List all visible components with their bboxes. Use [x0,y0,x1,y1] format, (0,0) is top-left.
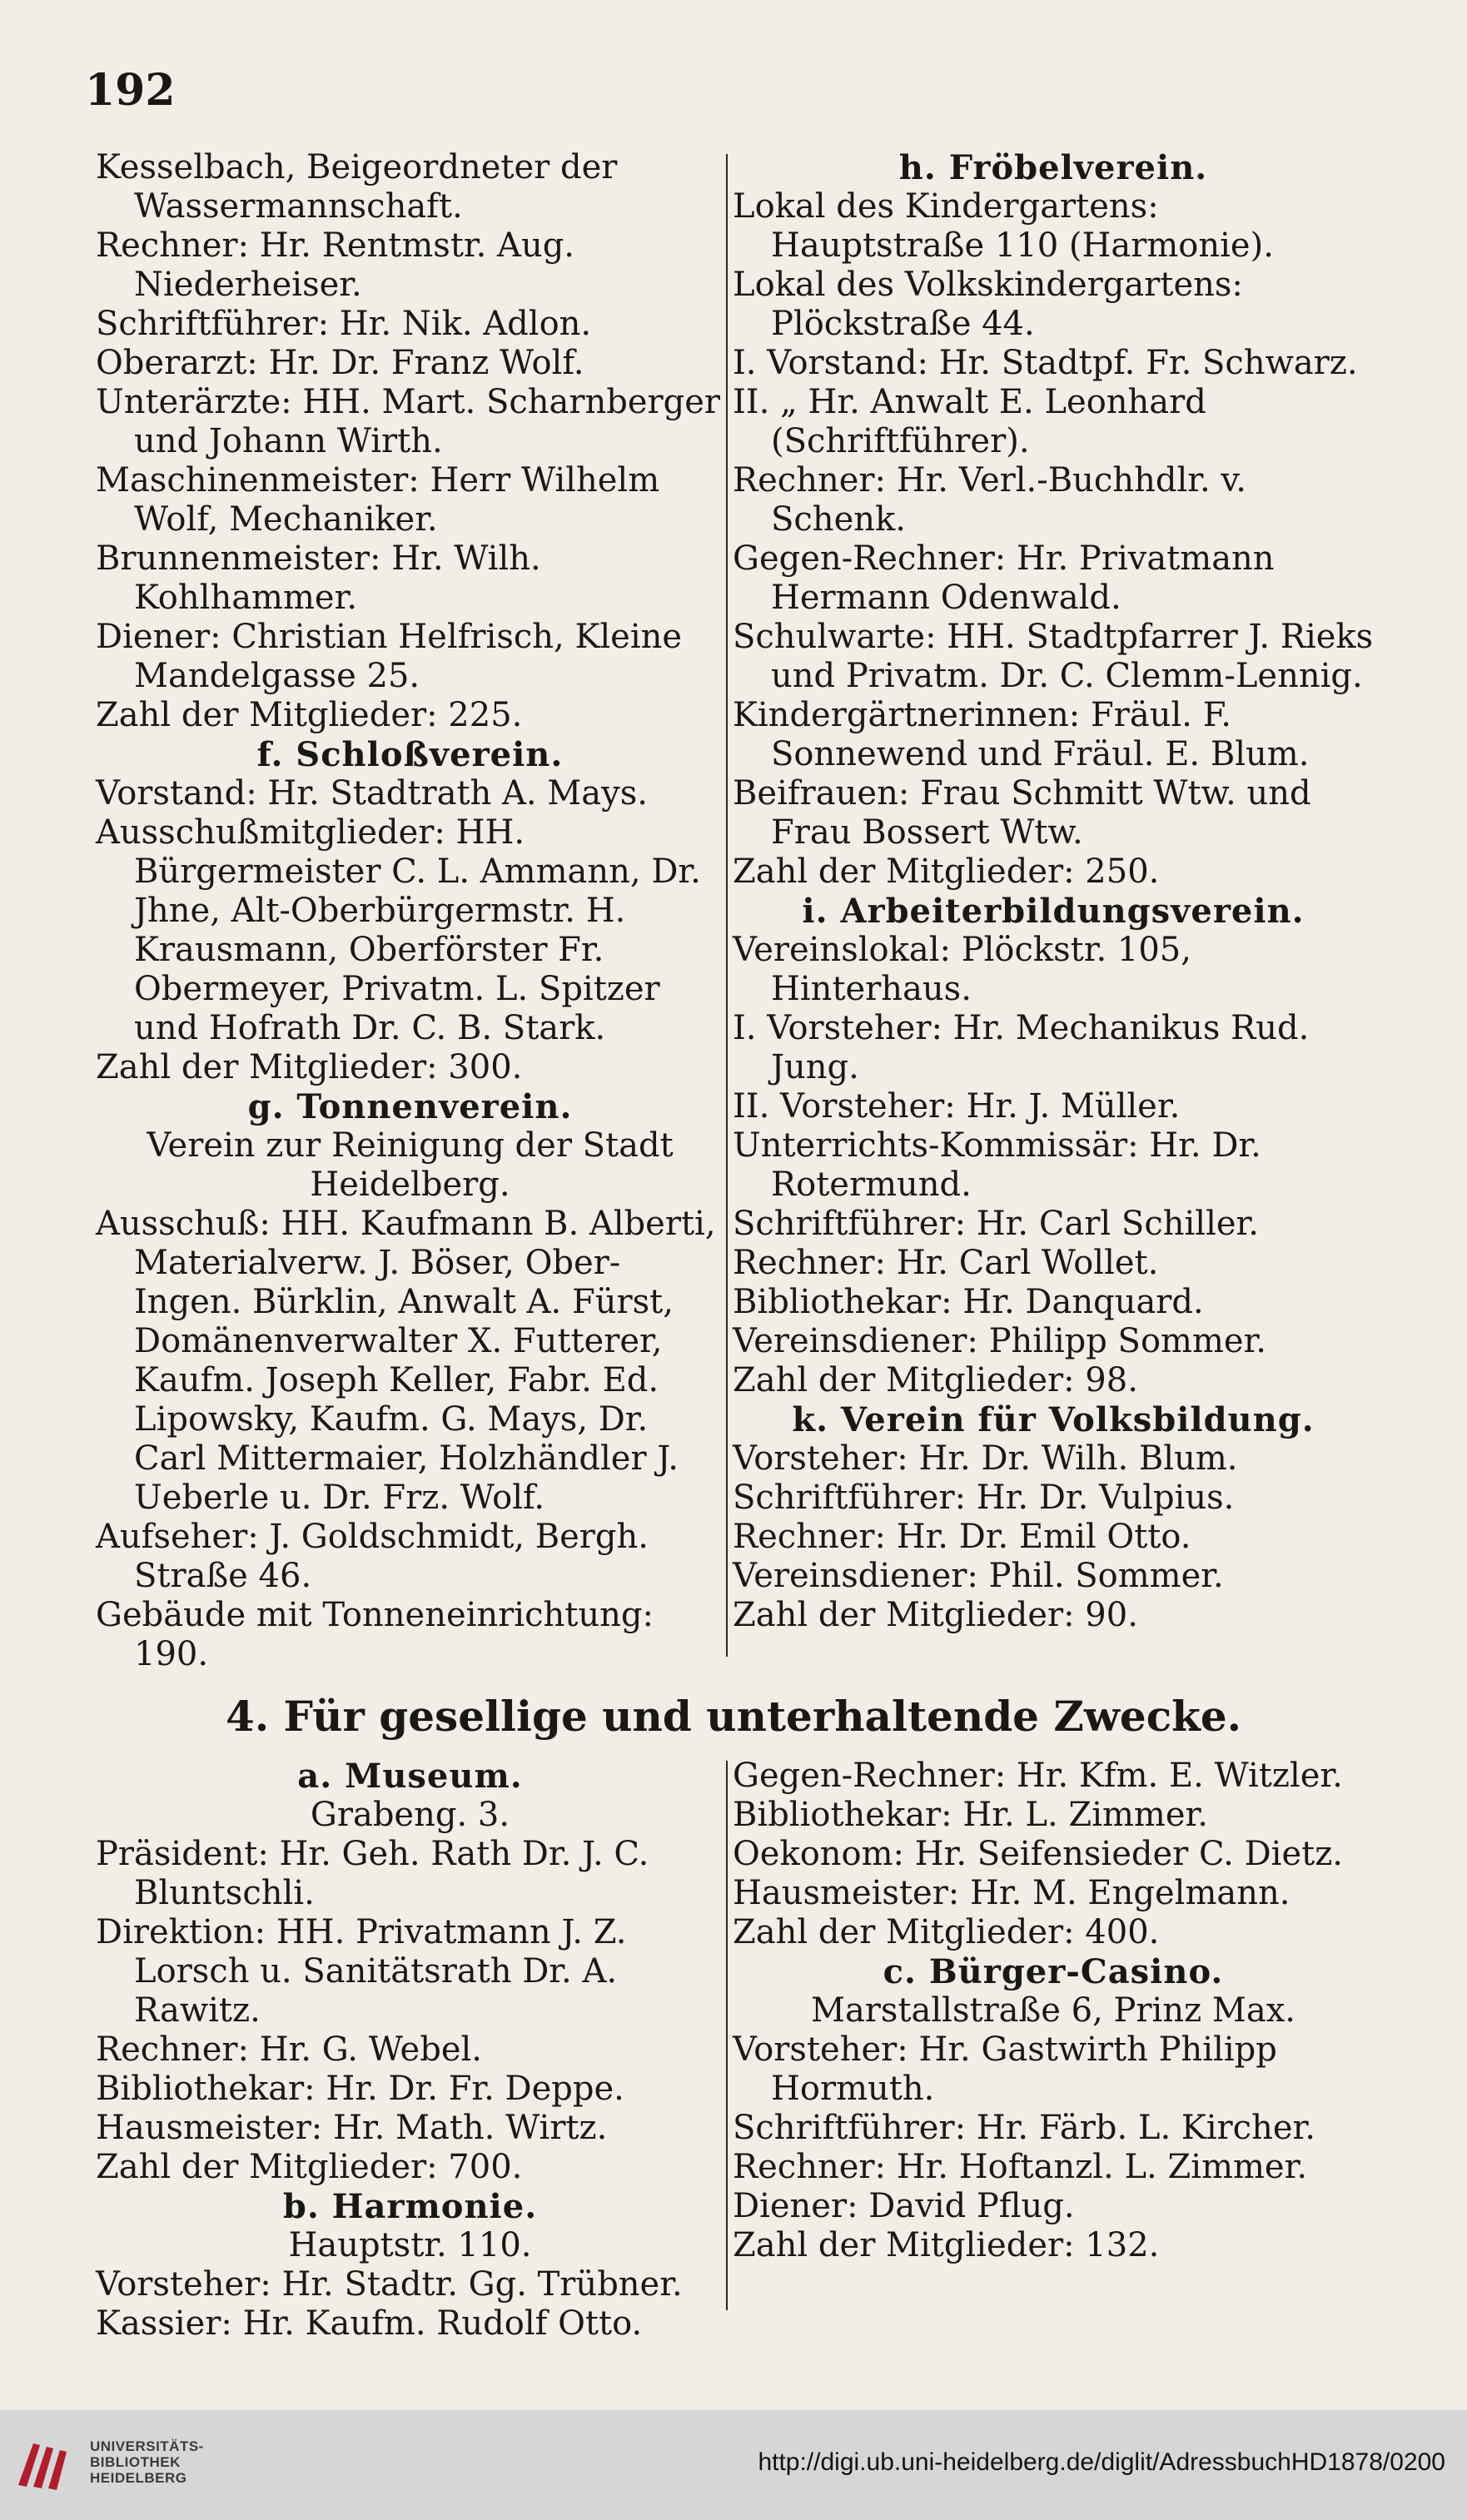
directory-entry: Diener: Christian Helfrisch, Kleine Mandelgasse 25. [96,618,683,695]
directory-entry: Rechner: Hr. Verl.-Buchhdlr. v. Schenk. [733,461,1246,539]
library-name-line: BIBLIOTHEK [90,2454,181,2470]
buerger-casino-subtitle: Marstallstraße 6, Prinz Max. [811,1991,1295,2030]
directory-entry: Gebäude mit Tonneneinrichtung: 190. [96,1596,654,1673]
tonnenverein-subtitle: Verein zur Reinigung der Stadt Heidelberg. [147,1126,674,1204]
section-heading-volksbildung: k. Verein für Volksbildung. [792,1400,1315,1439]
chapter-title: 4. Für gesellige und unterhaltende Zwecke. [225,1692,1242,1741]
directory-entry: Bibliothekar: Hr. L. Zimmer. [733,1796,1208,1834]
museum-continued-entries [733,1757,1374,1952]
column-divider [726,1761,728,2310]
directory-entry: I. Vorsteher: Hr. Mechanikus Rud. Jung. [733,1009,1310,1086]
viewer-footer [0,2410,1467,2520]
directory-entry: Schriftführer: Hr. Dr. Vulpius. [733,1479,1235,1517]
schlossverein-entries [96,774,724,1087]
directory-entry: Rechner: Hr. G. Webel. [96,2030,483,2069]
directory-entry: Vorsteher: Hr. Dr. Wilh. Blum. [733,1439,1238,1478]
tonnenverein-entries [96,1205,724,1674]
directory-entry: Zahl der Mitglieder: 132. [733,2226,1160,2264]
library-name-line: UNIVERSITÄTS- [90,2438,204,2454]
directory-entry: Schriftführer: Hr. Färb. L. Kircher. [733,2109,1315,2147]
directory-entry: Ausschuß: HH. Kaufmann B. Alberti, Materialverw. J. Böser, Ober-Ingen. Bürklin, Anwalt A. Fürst, Domänenverwalter X. Futterer, Kaufm. Joseph Keller, Fabr. Ed. Lipowsky, Kaufm. G. Mays, Dr. Carl Mittermaier, Holzhändler J. Ueberle u. Dr. Frz. Wolf. [96,1205,716,1517]
directory-entry: Brunnenmeister: Hr. Wilh. Kohlhammer. [96,539,541,617]
directory-entry: Maschinenmeister: Herr Wilhelm Wolf, Mechaniker. [96,461,660,539]
directory-entry: Hausmeister: Hr. Math. Wirtz. [96,2109,608,2147]
section-heading-buerger-casino: c. Bürger-Casino. [883,1952,1224,1991]
section-heading-arbeiterbildungsverein: i. Arbeiterbildungsverein. [802,892,1305,931]
directory-entry: I. Vorstand: Hr. Stadtpf. Fr. Schwarz. [733,344,1358,382]
directory-entry: Schulwarte: HH. Stadtpfarrer J. Rieks und Privatm. Dr. C. Clemm-Lennig. [733,618,1374,695]
directory-entry: Oberarzt: Hr. Dr. Franz Wolf. [96,344,584,382]
directory-entry: Ausschußmitglieder: HH. Bürgermeister C. L. Ammann, Dr. Jhne, Alt-Oberbürgermstr. H. Krausmann, Oberförster Fr. Obermeyer, Privatm. L. Spitzer und Hofrath Dr. C. B. Stark. [96,813,701,1047]
directory-entry: Vorsteher: Hr. Stadtr. Gg. Trübner. [96,2265,683,2304]
directory-entry: Unterrichts-Kommissär: Hr. Dr. Rotermund. [733,1126,1261,1204]
volksbildung-entries [733,1439,1374,1635]
museum-subtitle: Grabeng. 3. [310,1796,510,1834]
harmonie-subtitle: Hauptstr. 110. [288,2226,532,2264]
directory-entry: Aufseher: J. Goldschmidt, Bergh. Straße 46. [96,1518,649,1595]
directory-entry: Schriftführer: Hr. Nik. Adlon. [96,305,592,343]
directory-entry: Lokal des Volkskindergartens: Plöckstraße 44. [733,266,1243,343]
directory-entry: Zahl der Mitglieder: 225. [96,696,523,734]
directory-entry: Vereinsdiener: Phil. Sommer. [733,1557,1224,1595]
directory-entry: Vereinslokal: Plöckstr. 105, Hinterhaus. [733,931,1191,1008]
right-column-lower [733,1757,1374,2265]
directory-entry: Schriftführer: Hr. Carl Schiller. [733,1205,1259,1243]
harmonie-entries [96,2265,724,2344]
directory-entry: Unterärzte: HH. Mart. Scharnberger und Johann Wirth. [96,383,721,460]
directory-entry: Vorstand: Hr. Stadtrath A. Mays. [96,774,648,813]
directory-entry: Zahl der Mitglieder: 250. [733,852,1160,891]
section-heading-harmonie: b. Harmonie. [282,2187,538,2226]
directory-entry: Zahl der Mitglieder: 700. [96,2148,523,2186]
arbeiterbildungsverein-entries [733,931,1374,1400]
froebelverein-entries [733,187,1374,892]
directory-entry: Beifrauen: Frau Schmitt Wtw. und Frau Bossert Wtw. [733,774,1311,852]
directory-entry: Zahl der Mitglieder: 90. [733,1596,1138,1634]
library-name [90,2438,204,2486]
left-column-upper [96,148,724,1674]
directory-entry: Lokal des Kindergartens: Hauptstraße 110 (Harmonie). [733,187,1274,265]
directory-entry: Bibliothekar: Hr. Danquard. [733,1283,1204,1321]
section-heading-museum: a. Museum. [297,1757,523,1796]
directory-entry: Kindergärtnerinnen: Fräul. F. Sonnewend und Fräul. E. Blum. [733,696,1310,773]
directory-entry: Zahl der Mitglieder: 300. [96,1048,523,1086]
directory-entry: Gegen-Rechner: Hr. Kfm. E. Witzler. [733,1757,1343,1795]
museum-entries [96,1835,724,2187]
directory-entry: Hausmeister: Hr. M. Engelmann. [733,1874,1290,1912]
source-url-link[interactable]: http://digi.ub.uni-heidelberg.de/diglit/AdressbuchHD1878/0200 [758,2448,1445,2476]
directory-entry: Gegen-Rechner: Hr. Privatmann Hermann Odenwald. [733,539,1275,617]
directory-entry: Präsident: Hr. Geh. Rath Dr. J. C. Bluntschli. [96,1835,649,1912]
directory-entry: Rechner: Hr. Rentmstr. Aug. Niederheiser. [96,226,575,304]
section-heading-tonnenverein: g. Tonnenverein. [247,1087,573,1126]
section-heading-schlossverein: f. Schloßverein. [256,735,564,774]
directory-entry: Oekonom: Hr. Seifensieder C. Dietz. [733,1835,1344,1873]
directory-entry: Rechner: Hr. Carl Wollet. [733,1244,1159,1282]
directory-entry: Direktion: HH. Privatmann J. Z. Lorsch u. Sanitätsrath Dr. A. Rawitz. [96,1913,627,2030]
buerger-casino-entries [733,2030,1374,2265]
section-heading-froebelverein: h. Fröbelverein. [898,148,1208,187]
directory-entry: Zahl der Mitglieder: 400. [733,1913,1160,1951]
directory-entry: Vereinsdiener: Philipp Sommer. [733,1322,1267,1360]
directory-entry: Rechner: Hr. Hoftanzl. L. Zimmer. [733,2148,1308,2186]
library-name-line: HEIDELBERG [90,2470,187,2486]
right-column-upper [733,148,1374,1635]
left-column-lower [96,1757,724,2344]
column-divider [726,154,728,1657]
directory-entry: II. Vorsteher: Hr. J. Müller. [733,1087,1181,1126]
directory-entry: Bibliothekar: Hr. Dr. Fr. Deppe. [96,2070,624,2108]
directory-entry: Vorsteher: Hr. Gastwirth Philipp Hormuth. [733,2030,1277,2108]
directory-entry: Kesselbach, Beigeordneter der Wassermannschaft. [96,148,618,226]
directory-entry: Kassier: Hr. Kaufm. Rudolf Otto. [96,2304,643,2343]
directory-entry: Rechner: Hr. Dr. Emil Otto. [733,1518,1191,1556]
directory-entries [96,148,724,735]
directory-entry: Zahl der Mitglieder: 98. [733,1361,1138,1399]
page-number: 192 [85,65,176,116]
directory-entry: II. „ Hr. Anwalt E. Leonhard (Schriftführer). [733,383,1206,460]
library-logo-icon [15,2435,80,2493]
directory-entry: Diener: David Pflug. [733,2187,1075,2225]
